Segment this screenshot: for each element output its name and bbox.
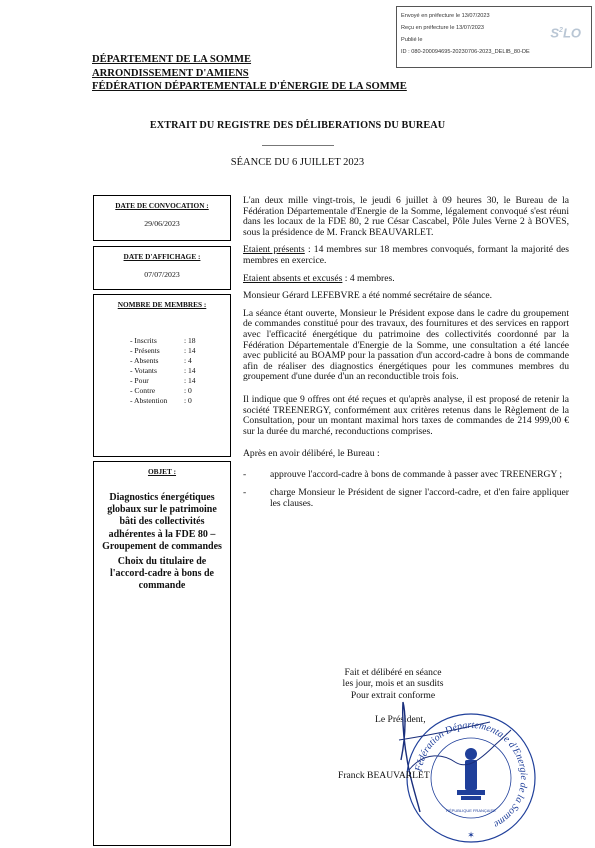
seance-date: SÉANCE DU 6 JUILLET 2023 [230, 157, 365, 168]
member-count-row [130, 336, 210, 346]
prefecture-line-received: Reçu en préfecture le 13/07/2023 [401, 25, 485, 31]
header-department: DÉPARTEMENT DE LA SOMME [92, 54, 252, 65]
member-count-row [130, 376, 210, 386]
members-label: NOMBRE DE MEMBRES : [117, 300, 207, 309]
affichage-date: 07/07/2023 [144, 270, 180, 279]
decision-text: charge Monsieur le Président de signer l'accord-cadre, et d'en faire appliquer les clauses. [270, 487, 569, 510]
presents-label: Etaient présents [243, 244, 305, 256]
absents-label: Etaient absents et excusés [243, 272, 343, 284]
title-divider [262, 145, 334, 146]
handwritten-signature-image [395, 700, 515, 815]
deliberation-body [243, 196, 569, 518]
member-count-value: : 14 [184, 346, 196, 355]
header-arrondissement: ARRONDISSEMENT D'AMIENS [92, 67, 249, 79]
closing-line: les jour, mois et an susdits [342, 678, 444, 690]
member-count-value: : 4 [184, 356, 192, 365]
closing-block [318, 667, 468, 701]
member-count-label: - Contre [130, 386, 156, 395]
closing-line: Fait et délibéré en séance [344, 667, 442, 678]
organization-header [92, 53, 407, 94]
member-count-label: - Absents [130, 356, 159, 365]
convocation-date: 29/06/2023 [144, 219, 180, 228]
prefecture-line-published: Publié le [401, 37, 423, 43]
president-name: Franck BEAUVARLET [338, 770, 430, 781]
prefecture-stamp [396, 6, 592, 68]
member-count-label: - Votants [130, 366, 157, 375]
affichage-box [93, 246, 231, 290]
decision-item [243, 488, 569, 509]
presents-paragraph [243, 245, 569, 266]
decision-text: approuve l'accord-cadre à bons de commande à passer avec TREENERGY ; [270, 468, 563, 480]
convocation-box [93, 195, 231, 241]
svg-text:✶: ✶ [467, 831, 475, 841]
expose-paragraph: La séance étant ouverte, Monsieur le Président expose dans le cadre du groupement de commandes constitué pour des travaux, des fournitures et des services en rapport avec l'efficacité énergétique du patrimoine des collectivités coordonné par la Fédération Départementale d'Energie de la Somme, une consultation a été lancée avec publicité au BOAMP pour la passation d'un accord-cadre à bons de commande afin de réaliser des diagnostics énergétiques pour les communes membres du groupement d'une durée d'un an reconductible trois fois. [243, 307, 569, 383]
member-count-value: : 0 [184, 396, 192, 405]
deliberation-intro: Après en avoir délibéré, le Bureau : [243, 448, 380, 460]
document-title: EXTRAIT DU REGISTRE DES DÉLIBERATIONS DU BUREAU [149, 120, 446, 131]
member-count-label: - Inscrits [130, 336, 157, 345]
member-count-label: - Présents [130, 346, 160, 355]
member-count-value: : 14 [184, 376, 196, 385]
members-list [130, 336, 210, 406]
member-count-value: : 18 [184, 336, 196, 345]
object-decision: Choix du titulaire de l'accord-cadre à bons de commande [110, 556, 214, 592]
absents-paragraph [243, 274, 569, 285]
member-count-row [130, 396, 210, 406]
member-count-label: - Pour [130, 376, 149, 385]
header-federation: FÉDÉRATION DÉPARTEMENTALE D'ÉNERGIE DE LA SOMME [92, 81, 407, 92]
member-count-row [130, 356, 210, 366]
convocation-label: DATE DE CONVOCATION : [115, 201, 209, 210]
absents-text: : 4 membres. [342, 272, 395, 284]
s2lo-logo: $S^2LO$ [550, 25, 581, 41]
object-description [98, 492, 226, 596]
member-count-value: : 0 [184, 386, 192, 395]
decision-item [243, 470, 569, 481]
prefecture-line-id: ID : 080-200094695-20230706-2023_DELIB_80-DE [401, 49, 530, 55]
member-count-row [130, 366, 210, 376]
closing-line: Pour extrait conforme [350, 689, 436, 701]
svg-text:RÉPUBLIQUE FRANÇAISE: RÉPUBLIQUE FRANÇAISE [446, 808, 496, 813]
bullet-marker: - [243, 487, 247, 499]
object-box [93, 461, 231, 846]
prefecture-line-sent: Envoyé en préfecture le 13/07/2023 [401, 13, 490, 19]
presents-text: : 14 membres sur 18 membres convoqués, formant la majorité des membres en exercice. [243, 244, 569, 266]
object-label: OBJET : [147, 467, 177, 476]
president-title: Le Président, [375, 714, 426, 725]
secretary-paragraph: Monsieur Gérard LEFEBVRE a été nommé secrétaire de séance. [243, 290, 493, 302]
object-subject: Diagnostics énergétiques globaux sur le patrimoine bâti des collectivités adhérentes à la FDE 80 – Groupement de commandes [102, 492, 222, 552]
member-count-value: : 14 [184, 366, 196, 375]
member-count-label: - Abstention [130, 396, 168, 405]
member-count-row [130, 346, 210, 356]
member-count-row [130, 386, 210, 396]
intro-paragraph: L'an deux mille vingt-trois, le jeudi 6 juillet à 09 heures 30, le Bureau de la Fédération Départementale d'Energie de la Somme, légalement convoqué s'est réuni dans les locaux de la FDE 80, 2 rue César Cascabel, Pôle Jules Verne 2 à BOVES, sous la présidence de M. Franck BEAUVARLET. [243, 195, 569, 238]
affichage-label: DATE D'AFFICHAGE : [123, 252, 201, 261]
bullet-marker: - [243, 468, 247, 480]
offers-paragraph: Il indique que 9 offres ont été reçues et qu'après analyse, il est proposé de retenir la société TREENERGY, conformément aux critères retenus dans le Règlement de la Consultation, pour un montant maximal hors taxes de commandes de 214 999,00 € sur la durée du marché, reconductions comprises. [243, 393, 569, 437]
svg-text:Fédération Départementale d'En: Fédération Départementale d'Energie de la Somme [413, 719, 530, 830]
members-box [93, 294, 231, 457]
